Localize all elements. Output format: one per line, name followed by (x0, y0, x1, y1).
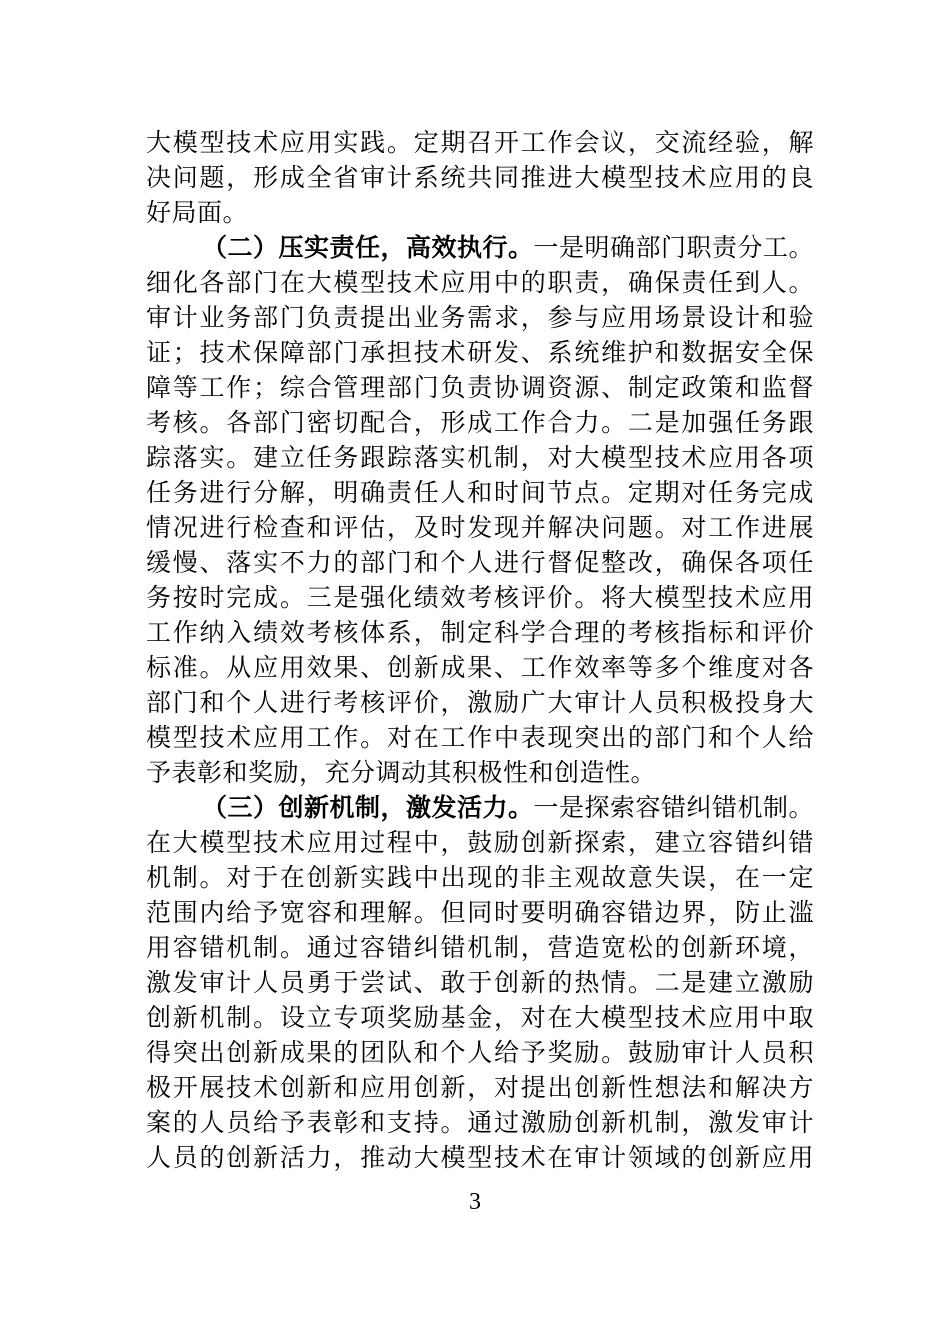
text-line: 模型技术应用工作。对在工作中表现突出的部门和个人给 (146, 723, 814, 752)
section-three-first-line (146, 790, 814, 825)
text-line: 情况进行检查和评估，及时发现并解决问题。对工作进展 (146, 513, 814, 542)
text-line: 在大模型技术应用过程中，鼓励创新探索，建立容错纠错 (146, 828, 814, 857)
text-line: 激发审计人员勇于尝试、敢于创新的热情。二是建立激励 (146, 968, 814, 997)
text-line: 案的人员给予表彰和支持。通过激励创新机制，激发审计 (146, 1108, 814, 1137)
text-line: 任务进行分解，明确责任人和时间节点。定期对任务完成 (146, 478, 814, 507)
text-line: 好局面。 (146, 198, 249, 227)
text-line: 务按时完成。三是强化绩效考核评价。将大模型技术应用 (146, 583, 814, 612)
section-three-heading: （三）创新机制，激发活力。 (202, 793, 534, 822)
text-line: 踪落实。建立任务跟踪落实机制，对大模型技术应用各项 (146, 443, 814, 472)
page-number: 3 (469, 1189, 481, 1215)
text-line: 证；技术保障部门承担技术研发、系统维护和数据安全保 (146, 338, 814, 367)
document-body (146, 125, 814, 1175)
text-line: 决问题，形成全省审计系统共同推进大模型技术应用的良 (146, 163, 814, 192)
text-line: 予表彰和奖励，充分调动其积极性和创造性。 (146, 758, 657, 787)
section-three-first-line-rest: 一是探索容错纠错机制。 (533, 793, 815, 822)
text-line: 标准。从应用效果、创新成果、工作效率等多个维度对各 (146, 653, 814, 682)
text-line: 创新机制。设立专项奖励基金，对在大模型技术应用中取 (146, 1003, 814, 1032)
section-two-first-line (146, 230, 814, 265)
text-line: 得突出创新成果的团队和个人给予奖励。鼓励审计人员积 (146, 1038, 814, 1067)
text-line: 人员的创新活力，推动大模型技术在审计领域的创新应用 (146, 1143, 814, 1172)
text-line: 考核。各部门密切配合，形成工作合力。二是加强任务跟 (146, 408, 814, 437)
text-line: 大模型技术应用实践。定期召开工作会议，交流经验，解 (146, 128, 814, 157)
section-two-first-line-rest: 一是明确部门职责分工。 (533, 233, 815, 262)
text-line: 部门和个人进行考核评价，激励广大审计人员积极投身大 (146, 688, 814, 717)
text-line: 极开展技术创新和应用创新，对提出创新性想法和解决方 (146, 1073, 814, 1102)
text-line: 用容错机制。通过容错纠错机制，营造宽松的创新环境， (146, 933, 814, 962)
section-two-heading: （二）压实责任，高效执行。 (202, 233, 534, 262)
text-line: 审计业务部门负责提出业务需求，参与应用场景设计和验 (146, 303, 814, 332)
text-line: 工作纳入绩效考核体系，制定科学合理的考核指标和评价 (146, 618, 814, 647)
text-line: 细化各部门在大模型技术应用中的职责，确保责任到人。 (146, 268, 814, 297)
text-line: 范围内给予宽容和理解。但同时要明确容错边界，防止滥 (146, 898, 814, 927)
text-line: 机制。对于在创新实践中出现的非主观故意失误，在一定 (146, 863, 814, 892)
text-line: 障等工作；综合管理部门负责协调资源、制定政策和监督 (146, 373, 814, 402)
text-line: 缓慢、落实不力的部门和个人进行督促整改，确保各项任 (146, 548, 814, 577)
